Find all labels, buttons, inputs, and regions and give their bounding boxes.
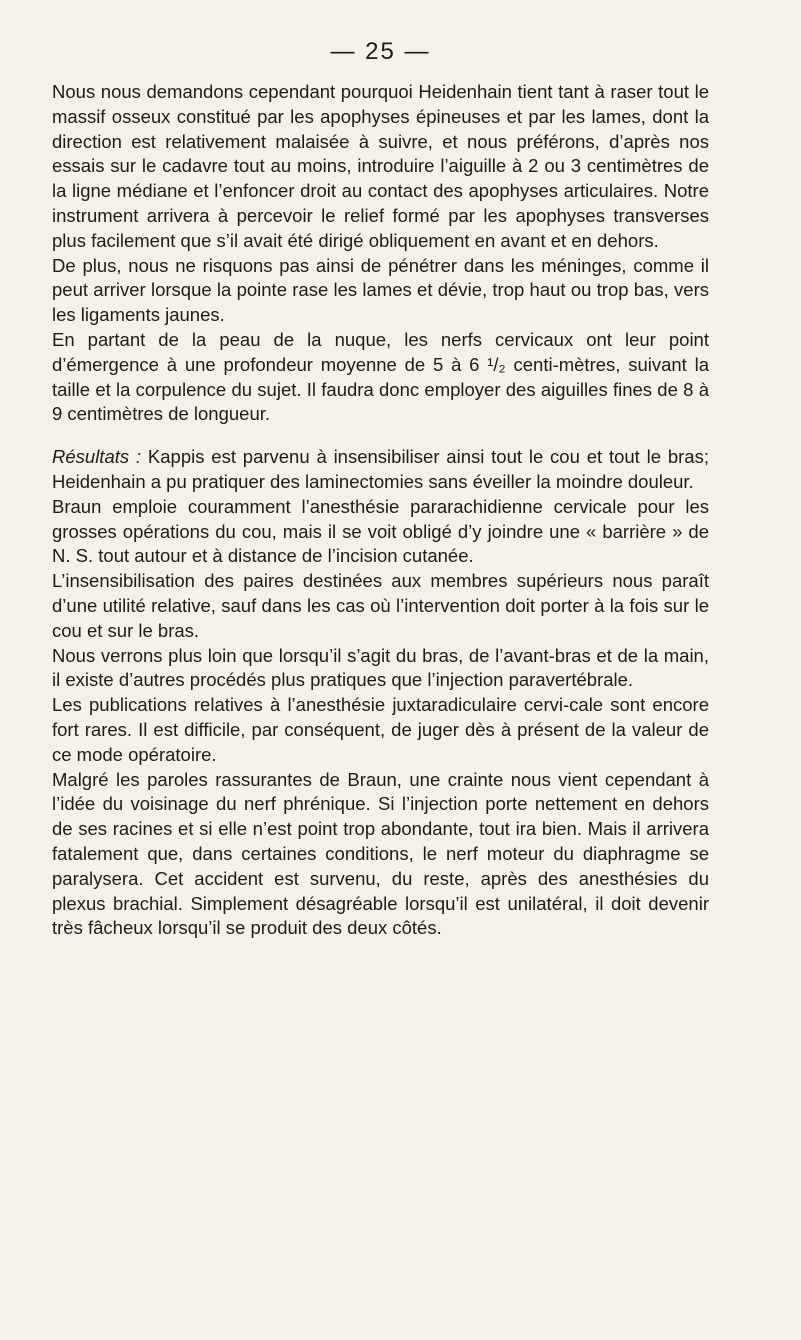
paragraph: L’insensibilisation des paires destinées aux membres supérieurs nous paraît d’une utilité relative, sauf dans les cas où l’intervention doit porter à la fois sur le cou et sur le bras. [52, 570, 709, 641]
results-paragraph [52, 445, 709, 495]
paragraph: Malgré les paroles rassurantes de Braun, une crainte nous vient cependant à l’idée du voisinage du nerf phrénique. Si l’injection porte nettement en dehors de ses racines et si elle n’est point trop abondante, tout ira bien. Mais il arrivera fatalement que, dans certaines conditions, le nerf moteur du diaphragme se paralysera. Cet accident est survenu, du reste, après des anesthésies du plexus brachial. Simplement désagréable lorsqu’il est unilatéral, il doit devenir très fâcheux lorsqu’il se produit des deux côtés. [52, 768, 709, 939]
results-text: Kappis est parvenu à insensibiliser ainsi tout le cou et tout le bras; Heidenhain a pu pratiquer des laminectomies sans éveiller la moindre douleur. [52, 446, 709, 492]
paragraph: Braun emploie couramment l’anesthésie pararachidienne cervicale pour les grosses opérations du cou, mais il se voit obligé d’y joindre une « barrière » de N. S. tout autour et à distance de l’incision cutanée. [52, 495, 709, 567]
page-number: — 25 — [330, 38, 431, 65]
paragraph: Nous verrons plus loin que lorsqu’il s’agit du bras, de l’avant-bras et de la main, il existe d’autres procédés plus pratiques que l’injection paravertébrale. [52, 644, 709, 691]
text-block-results [52, 445, 709, 941]
paragraph: Nous nous demandons cependant pourquoi Heidenhain tient tant à raser tout le massif osseux constitué par les apophyses épineuses et par les lames, dont la direction est relativement malaisée à suivre, et nous préférons, d’après nos essais sur le cadavre tout au moins, introduire l’aiguille à 2 ou 3 centimètres de la ligne médiane et l’enfoncer droit au contact des apophyses articulaires. Notre instrument arrivera à percevoir le relief formé par les apophyses transverses plus facilement que s’il avait été dirigé obliquement en avant et en dehors. [52, 81, 709, 251]
text-block-top [52, 80, 709, 427]
results-label: Résultats : [52, 446, 142, 468]
paragraph: Les publications relatives à l’anesthésie juxtaradiculaire cervi-cale sont encore fort rares. Il est difficile, par conséquent, de juger dès à présent de la valeur de ce mode opératoire. [52, 694, 709, 765]
paragraph: De plus, nous ne risquons pas ainsi de pénétrer dans les méninges, comme il peut arriver lorsque la pointe rase les lames et dévie, trop haut ou trop bas, vers les ligaments jaunes. [52, 254, 709, 326]
paragraph: En partant de la peau de la nuque, les nerfs cervicaux ont leur point d’émergence à une profondeur moyenne de 5 à 6 ¹/₂ centi-mètres, suivant la taille et la corpulence du sujet. Il faudra donc employer des aiguilles fines de 8 à 9 centimètres de longueur. [52, 328, 709, 425]
